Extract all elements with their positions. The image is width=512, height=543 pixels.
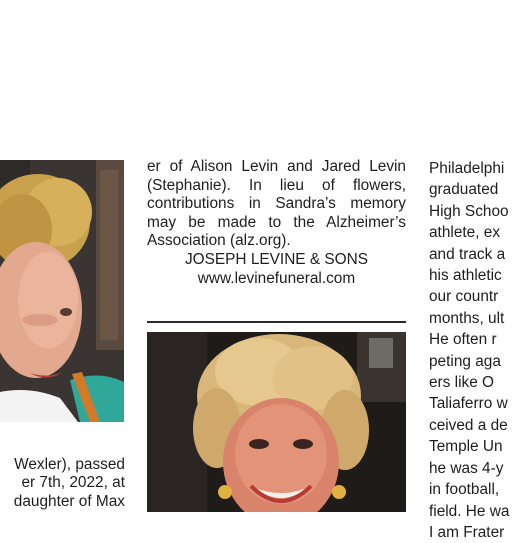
obituary-photo-middle bbox=[147, 332, 406, 512]
right-text-line: peting aga bbox=[429, 352, 501, 370]
right-text-line: He often r bbox=[429, 331, 497, 349]
left-text-line: daughter of Max bbox=[13, 492, 125, 510]
obituary-photo-left bbox=[0, 160, 124, 422]
right-text-line: ers like O bbox=[429, 374, 494, 392]
middle-text-line: (Stephanie). In lieu of flowers, bbox=[147, 176, 406, 194]
right-text-line: High Schoo bbox=[429, 202, 509, 220]
left-text-line: er 7th, 2022, at bbox=[21, 474, 125, 492]
funeral-home-website: www.levinefuneral.com bbox=[197, 269, 356, 287]
right-text-line: he was 4-y bbox=[429, 459, 504, 477]
right-text-line: his athletic bbox=[429, 267, 502, 285]
right-text-line: our countr bbox=[429, 288, 499, 306]
middle-text-line: contributions in Sandra’s memory bbox=[147, 195, 406, 213]
middle-text-line: may be made to the Alzheimer’s bbox=[147, 213, 406, 231]
right-text-line: graduated bbox=[429, 181, 499, 199]
obituary-text-left-column bbox=[0, 456, 125, 511]
obituary-text-right-column bbox=[429, 158, 512, 543]
obituary-text-middle-column bbox=[147, 158, 406, 288]
funeral-home-name: JOSEPH LEVINE & SONS bbox=[184, 250, 369, 268]
right-text-line: in football, bbox=[429, 481, 500, 499]
middle-text-line: Association (alz.org). bbox=[147, 232, 291, 250]
right-text-line: Temple Un bbox=[429, 438, 503, 456]
middle-text-line: er of Alison Levin and Jared Levin bbox=[147, 158, 406, 175]
left-text-line: Wexler), passed bbox=[14, 456, 125, 473]
right-text-line: and track a bbox=[429, 245, 506, 263]
column-divider-rule bbox=[147, 321, 406, 323]
right-text-line: Philadelphi bbox=[429, 160, 505, 177]
right-text-line: Taliaferro w bbox=[429, 395, 508, 413]
right-text-line: I am Frater bbox=[429, 523, 505, 541]
right-text-line: ceived a de bbox=[429, 416, 508, 434]
right-text-line: field. He wa bbox=[429, 502, 510, 520]
right-text-line: athlete, ex bbox=[429, 224, 501, 242]
right-text-line: months, ult bbox=[429, 309, 505, 327]
